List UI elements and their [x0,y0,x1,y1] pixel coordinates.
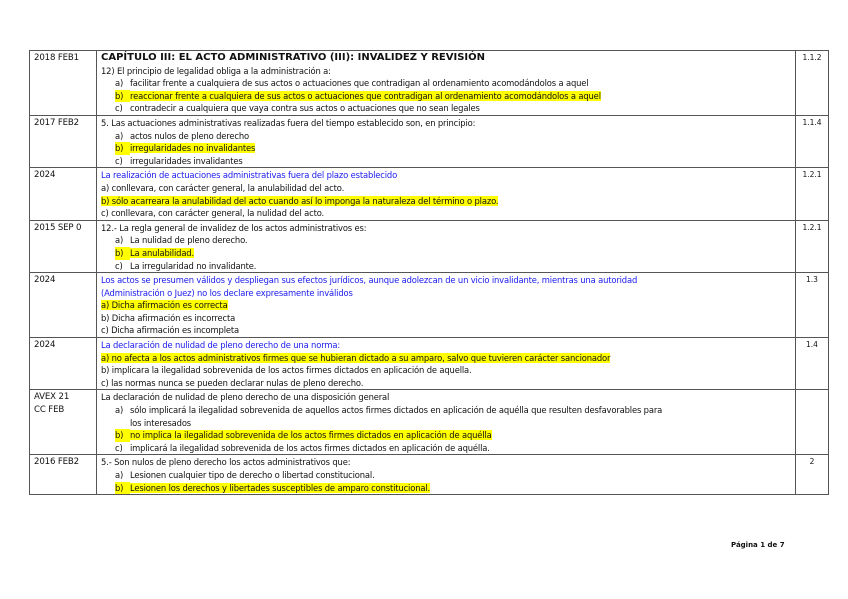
question-cell [97,273,796,338]
exam-date-cell [30,51,97,116]
table-row [30,220,829,272]
correct-answer-text: reaccionar frente a cualquiera de sus actos o actuaciones que contradigan al ordenamiento acomodándolos a aquel [130,90,601,101]
line-text: b) implicara la ilegalidad sobrevenida de los actos firmes dictados en aplicación de aquella. [101,365,472,376]
question-cell [97,390,796,455]
table-row [30,115,829,167]
question-cell [97,168,796,220]
exam-date: 2024 [34,340,56,351]
line-text: Los actos se presumen válidos y despliegan sus efectos jurídicos, aunque adolezcan de un vicio invalidante, mientras una autoridad [101,275,638,286]
line-text: contradecir a cualquiera que vaya contra sus actos o actuaciones que no sean legales [130,103,480,114]
section-number: 1.1.2 [796,51,829,116]
line-text: b) Dicha afirmación es incorrecta [101,312,236,323]
exam-date-cell [30,455,97,495]
line-text: Lesionen cualquier tipo de derecho o libertad constitucional. [130,470,375,480]
line-text: 12) El principio de legalidad obliga a la administración a: [101,65,331,76]
answer-option [101,102,791,115]
section-number: 2 [796,455,829,495]
option-label: a) [115,78,124,89]
option-label: c) [115,155,123,166]
table-row [30,168,829,220]
question-cell [97,338,796,390]
answer-option [101,404,791,417]
exam-date: 2017 FEB2 [34,117,79,128]
line-text: La declaración de nulidad de pleno derecho de una disposición general [101,392,390,403]
question-line [101,195,791,208]
answer-option [101,247,791,260]
option-label: a) [115,235,124,246]
exam-date: 2024 [34,170,56,181]
exam-date-cell [30,338,97,390]
chapter-title [101,52,791,65]
section-number: 1.1.4 [796,115,829,167]
section-number: 1.3 [796,273,829,338]
exam-date: 2016 FEB2 [34,457,79,468]
correct-answer-text: irregularidades no invalidantes [130,143,256,154]
answer-option [101,142,791,155]
line-text: actos nulos de pleno derecho [130,130,249,141]
question-cell [97,220,796,272]
correct-answer-text: La anulabilidad. [130,247,194,258]
section-number: 1.2.1 [796,220,829,272]
question-line [101,312,791,325]
correct-answer-text: no implica la ilegalidad sobrevenida de los actos firmes dictados en aplicación de aquélla [130,430,492,441]
option-label: c) [115,103,123,114]
option-label: c) [115,260,123,271]
question-line [101,339,791,352]
table-row [30,390,829,455]
exam-date-cell [30,115,97,167]
line-text: sólo implicará la ilegalidad sobrevenida de aquellos actos firmes dictados en aplicación de aquélla que resulten desfavorables para [130,405,663,416]
line-text: c) Dicha afirmación es incompleta [101,325,239,336]
question-line [101,417,791,430]
exam-date: 2015 SEP 0 [34,222,82,233]
question-cell [97,115,796,167]
option-label: b) [115,142,130,155]
exam-date: AVEX 21 [34,392,70,403]
option-label: a) [115,130,124,141]
table-row [30,455,829,495]
exam-date: 2018 FEB1 [34,53,79,63]
line-text: c) las normas nunca se pueden declarar nulas de pleno derecho. [101,377,364,388]
line-text: a) conllevara, con carácter general, la anulabilidad del acto. [101,182,345,193]
option-label: b) [115,90,130,103]
line-text: La declaración de nulidad de pleno derecho de una norma: [101,340,341,351]
question-line [101,352,791,365]
table-row [30,338,829,390]
exam-date-cell [30,220,97,272]
question-line [101,222,791,235]
exam-date-cell [30,168,97,220]
page-number: Página 1 de 7 [731,541,785,549]
answer-option [101,234,791,247]
correct-answer-text: b) sólo acarreara la anulabilidad del acto cuando así lo imponga la naturaleza del término o plazo. [101,195,499,206]
question-line [101,287,791,300]
option-label: a) [115,470,124,480]
correct-answer-text: a) Dicha afirmación es correcta [101,300,228,311]
answer-option [101,469,791,482]
line-text: La nulidad de pleno derecho. [130,235,248,246]
question-line [101,169,791,182]
section-number: 1.2.1 [796,168,829,220]
option-label: b) [115,482,130,495]
answer-option [101,90,791,103]
question-line [101,456,791,469]
answer-option [101,429,791,442]
question-cell [97,455,796,495]
question-line [101,377,791,390]
question-cell [97,51,796,116]
answer-option [101,260,791,273]
exam-date-cell [30,273,97,338]
option-label: a) [115,405,124,416]
question-line [101,65,791,78]
table-row [30,273,829,338]
answer-option [101,155,791,168]
line-text: (Administración o Juez) no los declare expresamente inválidos [101,287,353,298]
correct-answer-text: Lesionen los derechos y libertades susceptibles de amparo constitucional. [130,482,431,493]
answer-option [101,130,791,143]
line-text: c) conllevara, con carácter general, la nulidad del acto. [101,208,325,219]
question-line [101,324,791,337]
question-line [101,274,791,287]
questions-table [29,50,829,495]
line-text: CAPÍTULO III: EL ACTO ADMINISTRATIVO (III): INVALIDEZ Y REVISIÓN [101,52,485,63]
option-label: b) [115,429,130,442]
line-text: irregularidades invalidantes [130,155,243,166]
table-row [30,51,829,116]
answer-option [101,482,791,495]
section-number [796,390,829,455]
question-line [101,391,791,404]
section-number: 1.4 [796,338,829,390]
line-text: facilitar frente a cualquiera de sus actos o actuaciones que contradigan al ordenamiento acomodándolos a aquel [130,78,589,89]
question-line [101,299,791,312]
question-line [101,182,791,195]
line-text: los interesados [130,417,192,428]
line-text: 5.- Son nulos de pleno derecho los actos administrativos que: [101,457,351,468]
line-text: 12.- La regla general de invalidez de los actos administrativos es: [101,222,367,233]
option-label: b) [115,247,130,260]
question-line [101,364,791,377]
exam-date: 2024 [34,275,56,286]
exam-date: CC FEB [34,405,65,416]
answer-option [101,442,791,455]
answer-option [101,77,791,90]
line-text: implicará la ilegalidad sobrevenida de los actos firmes dictados en aplicación de aquélla. [130,442,490,453]
correct-answer-text: a) no afecta a los actos administrativos firmes que se hubieran dictado a su amparo, salvo que tuvieren carácter sancionador [101,352,611,363]
line-text: La realización de actuaciones administrativas fuera del plazo establecido [101,170,398,181]
line-text: La irregularidad no invalidante. [130,260,257,271]
exam-date-cell [30,390,97,455]
question-line [101,117,791,130]
question-line [101,207,791,220]
line-text: 5. Las actuaciones administrativas realizadas fuera del tiempo establecido son, en principio: [101,117,476,128]
option-label: c) [115,442,123,453]
